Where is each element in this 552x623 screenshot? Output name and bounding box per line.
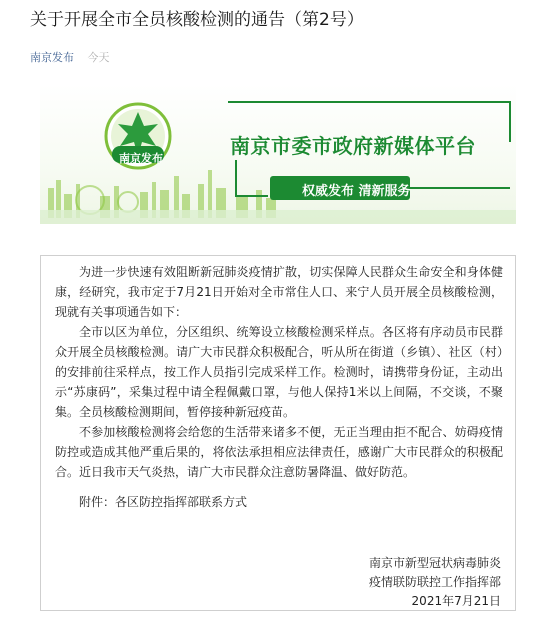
notice-paragraph: 全市以区为单位，分区组织、统筹设立核酸检测采样点。各区将有序动员市民群众开展全员核酸检测。请广大市民群众积极配合，听从所在街道（乡镇）、社区（村）的安排前往采样点，按工作人员指引完成采样工作。检测时，请携带身份证，主动出示“苏康码”，采集过程中请全程佩戴口罩，与他人保持1米以上间隔，不交谈，不聚集。全员核酸检测期间，暂停接种新冠疫苗。: [55, 325, 503, 419]
article-source-link[interactable]: 南京发布: [30, 51, 74, 64]
header-banner-image: [40, 84, 516, 224]
notice-attachment: 附件：各区防控指挥部联系方式: [79, 495, 248, 509]
article-title: 关于开展全市全员核酸检测的通告（第2号）: [30, 10, 364, 30]
notice-signature: [369, 554, 501, 611]
notice-paragraph: 不参加核酸检测将会给您的生活带来诸多不便，无正当理由拒不配合、妨碍疫情防控或造成其他严重后果的，将依法承担相应法律责任，感谢广大市民群众的积极配合。近日我市天气炎热，请广大市民群众注意防暑降温、做好防范。: [55, 425, 503, 479]
signature-date: 2021年7月21日: [411, 594, 501, 608]
notice-paragraph: 为进一步快速有效阻断新冠肺炎疫情扩散，切实保障人民群众生命安全和身体健康，经研究，我市定于7月21日开始对全市常住人口、来宁人员开展全员核酸检测，现就有关事项通告如下：: [55, 265, 503, 319]
signature-line: 疫情联防联控工作指挥部: [368, 575, 501, 589]
article-meta: [30, 49, 110, 65]
article-time: 今天: [87, 51, 110, 64]
banner-logo-text: 南京发布: [119, 152, 163, 165]
signature-line: 南京市新型冠状病毒肺炎: [368, 556, 501, 570]
notice-box: [40, 255, 516, 611]
banner-title: 南京市委市政府新媒体平台: [230, 134, 476, 158]
banner-slogan: 权威发布 清新服务: [302, 184, 411, 199]
